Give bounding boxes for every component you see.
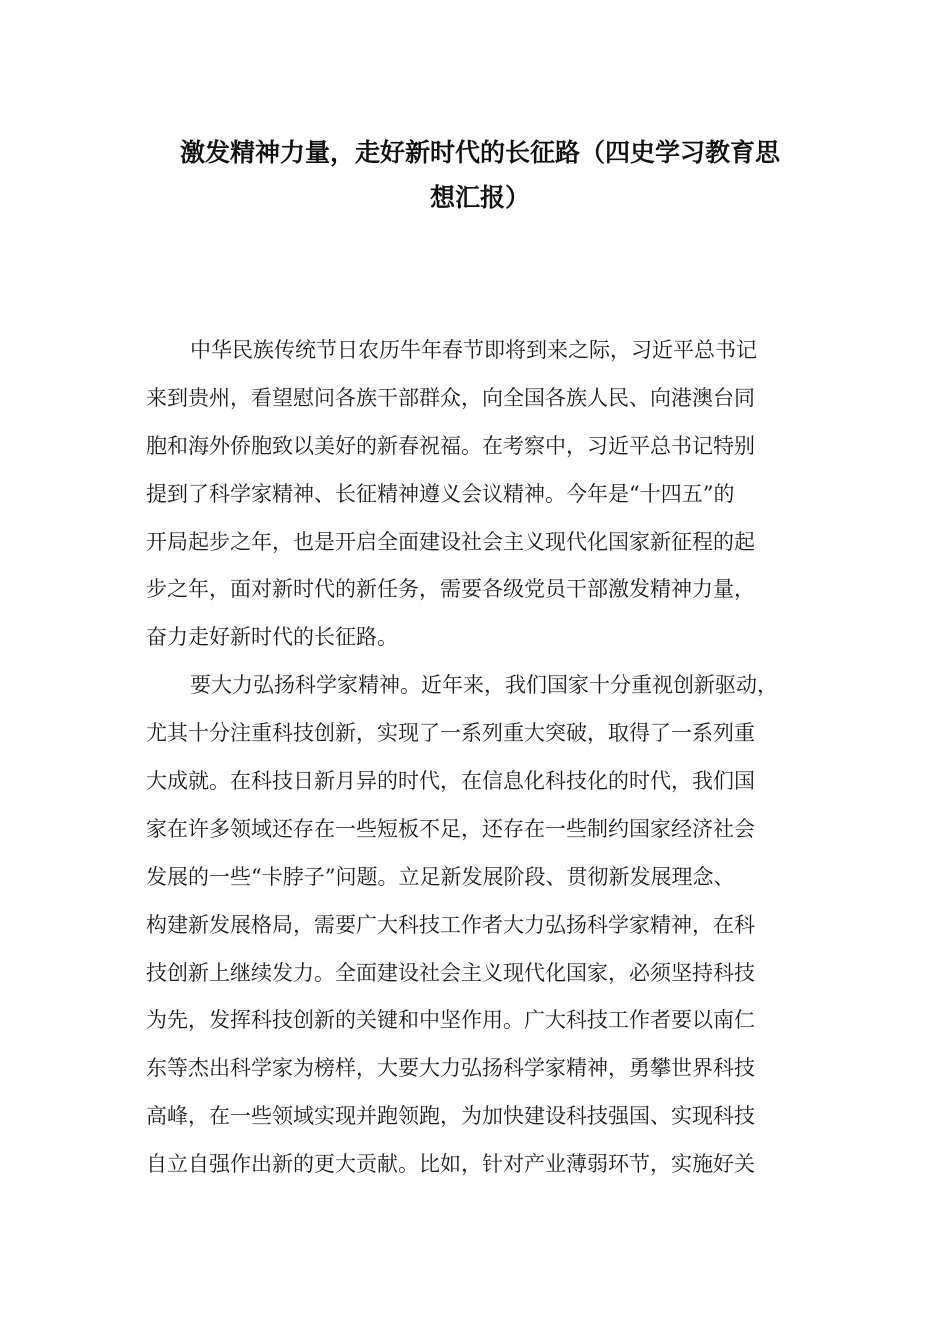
paragraph-1-line: 来到贵州，看望慰问各族干部群众，向全国各族人民、向港澳台同 — [146, 385, 755, 410]
paragraph-2-line: 大成就。在科技日新月异的时代，在信息化科技化的时代，我们国 — [146, 769, 755, 794]
paragraph-2-line: 尤其十分注重科技创新，实现了一系列重大突破，取得了一系列重 — [146, 721, 755, 746]
document-title — [150, 130, 810, 220]
paragraph-1-line: 胞和海外侨胞致以美好的新春祝福。在考察中，习近平总书记特别 — [146, 433, 755, 458]
paragraph-2-line: 构建新发展格局，需要广大科技工作者大力弘扬科学家精神，在科 — [146, 912, 755, 937]
document-body — [146, 334, 806, 1196]
paragraph-2-line: 为先，发挥科技创新的关键和中坚作用。广大科技工作者要以南仁 — [146, 1008, 755, 1033]
paragraph-1-line: 步之年，面对新时代的新任务，需要各级党员干部激发精神力量， — [146, 577, 755, 602]
paragraph-2-line: 要大力弘扬科学家精神。近年来，我们国家十分重视创新驱动， — [190, 673, 778, 698]
paragraph-2-line: 自立自强作出新的更大贡献。比如，针对产业薄弱环节，实施好关 — [146, 1152, 755, 1177]
paragraph-1-line: 中华民族传统节日农历牛年春节即将到来之际，习近平总书记 — [190, 338, 757, 362]
paragraph-2-line: 发展的一些“卡脖子”问题。立足新发展阶段、贯彻新发展理念、 — [146, 864, 735, 889]
paragraph-2-line: 高峰，在一些领域实现并跑领跑，为加快建设科技强国、实现科技 — [146, 1104, 755, 1129]
title-line-2: 想汇报） — [429, 183, 530, 212]
paragraph-1-line: 奋力走好新时代的长征路。 — [146, 625, 398, 650]
paragraph-1-line: 提到了科学家精神、长征精神遵义会议精神。今年是“十四五”的 — [146, 481, 735, 506]
paragraph-2-line: 家在许多领域还存在一些短板不足，还存在一些制约国家经济社会 — [146, 816, 755, 841]
paragraph-1-line: 开局起步之年，也是开启全面建设社会主义现代化国家新征程的起 — [146, 529, 755, 554]
paragraph-2-line: 东等杰出科学家为榜样，大要大力弘扬科学家精神，勇攀世界科技 — [146, 1056, 755, 1081]
paragraph-2-line: 技创新上继续发力。全面建设社会主义现代化国家，必须坚持科技 — [146, 960, 755, 985]
title-line-1: 激发精神力量，走好新时代的长征路（四史学习教育思 — [179, 138, 780, 167]
